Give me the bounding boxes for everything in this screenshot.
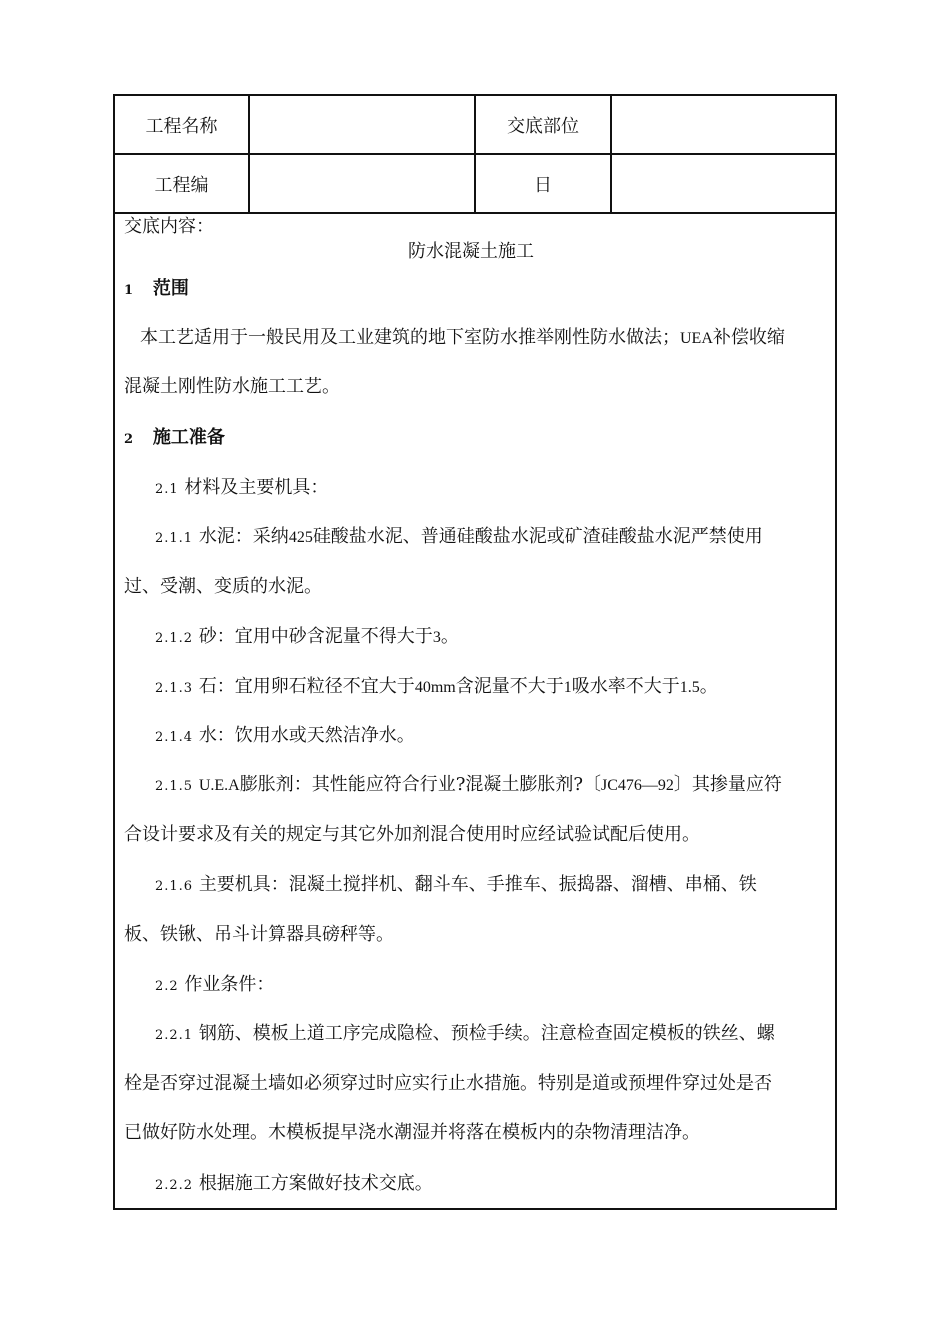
s212-pre: 砂：宜用中砂含泥量不得大于 (198, 626, 433, 647)
s213-v1: 40mm (414, 679, 456, 696)
s211-a-pre: 水泥：采纳 (198, 526, 289, 547)
item-2-2-1-line-3: 已做好防水处理。木模板提早浇水潮湿并将落在模板内的杂物清理洁净。 (124, 1122, 700, 1143)
section-2-title: 施工准备 (152, 427, 225, 448)
item-2-2-2-text: 根据施工方案做好技术交底。 (198, 1173, 433, 1194)
item-2-2-1-number: 2.2.1 (155, 1028, 194, 1043)
item-2-1-6-line-1 (155, 873, 757, 899)
item-2-1-5-line-1 (155, 773, 782, 799)
item-2-1-number: 2.1 (155, 482, 179, 497)
s216-a: 主要机具：混凝土搅拌机、翻斗车、手推车、振捣器、溜槽、串桶、铁 (198, 874, 757, 895)
s215-post: 〕其掺量应符 (673, 774, 782, 795)
s211-a-post: 硅酸盐水泥、普通硅酸盐水泥或矿渣硅酸盐水泥严禁使用 (312, 526, 763, 547)
item-2-1-4-number: 2.1.4 (155, 730, 194, 745)
item-2-2-number: 2.2 (155, 979, 179, 994)
project-name-value (250, 96, 476, 153)
disclosure-part-label: 交底部位 (476, 96, 612, 153)
project-number-value (250, 155, 476, 212)
header-row-1 (115, 96, 835, 155)
section-1-paragraph-line-2: 混凝土刚性防水施工工艺。 (124, 376, 340, 397)
date-value (612, 155, 835, 212)
section-2-number: 2 (124, 432, 135, 447)
item-2-1-6-number: 2.1.6 (155, 879, 194, 894)
s215-std: JC476—92 (601, 777, 674, 794)
section-1-paragraph-line-1 (140, 326, 785, 351)
item-2-2-1-line-2: 栓是否穿过混凝土墙如必须穿过时应实行止水措施。特别是道或预埋件穿过处是否 (124, 1073, 772, 1094)
item-2-2 (155, 973, 274, 999)
item-2-1-2 (155, 625, 459, 651)
item-2-1-6-line-2: 板、铁锹、吊斗计算器具磅秤等。 (124, 924, 394, 945)
item-2-1-2-number: 2.1.2 (155, 631, 194, 646)
s213-v2: 1 (563, 679, 572, 696)
s1-text-a: 本工艺适用于一般民用及工业建筑的地下室防水推举刚性防水做法； (140, 327, 680, 348)
s213-pre: 石：宜用卵石粒径不宜大于 (198, 676, 415, 697)
s215-code: U.E.A (198, 777, 240, 794)
item-2-1 (155, 476, 328, 502)
s213-post: 。 (699, 676, 718, 697)
s1-text-b: 补偿收缩 (712, 327, 785, 348)
item-2-1-3-number: 2.1.3 (155, 681, 194, 696)
s1-uea: UEA (680, 330, 713, 347)
document-title: 防水混凝土施工 (408, 241, 534, 262)
item-2-2-1-line-1 (155, 1022, 775, 1048)
s213-mid2: 吸水率不大于 (571, 676, 680, 697)
section-1-title: 范围 (152, 278, 189, 299)
project-name-label: 工程名称 (115, 96, 250, 153)
s213-v3: 1.5 (679, 679, 700, 696)
section-1-heading (124, 277, 189, 303)
s211-a-val: 425 (288, 529, 313, 546)
section-1-number: 1 (124, 283, 135, 298)
s215-mid: 膨胀剂：其性能应符合行业?混凝土膨胀剂?〔 (239, 774, 602, 795)
item-2-1-1-line-1 (155, 525, 763, 551)
item-2-1-4 (155, 724, 415, 750)
s213-mid1: 含泥量不大于 (455, 676, 564, 697)
item-2-2-text: 作业条件： (184, 974, 275, 995)
header-row-2 (115, 155, 835, 214)
intro-label: 交底内容： (124, 216, 214, 237)
date-label: 日 (476, 155, 612, 212)
item-2-1-5-line-2: 合设计要求及有关的规定与其它外加剂混合使用时应经试验试配后使用。 (124, 824, 700, 845)
item-2-1-1-number: 2.1.1 (155, 531, 194, 546)
section-2-heading (124, 426, 225, 452)
disclosure-part-value (612, 96, 835, 153)
item-2-1-1-line-2: 过、受潮、变质的水泥。 (124, 576, 322, 597)
item-2-2-2-number: 2.2.2 (155, 1178, 194, 1193)
s221-a: 钢筋、模板上道工序完成隐检、预检手续。注意检查固定模板的铁丝、螺 (198, 1023, 775, 1044)
project-number-label: 工程编 (115, 155, 250, 212)
s212-val: 3 (432, 629, 441, 646)
item-2-1-5-number: 2.1.5 (155, 779, 194, 794)
item-2-1-text: 材料及主要机具： (184, 477, 329, 498)
disclosure-form (113, 94, 837, 1210)
s212-post: 。 (440, 626, 459, 647)
item-2-2-2 (155, 1172, 433, 1198)
item-2-1-3 (155, 675, 718, 701)
item-2-1-4-text: 水：饮用水或天然洁净水。 (198, 725, 415, 746)
